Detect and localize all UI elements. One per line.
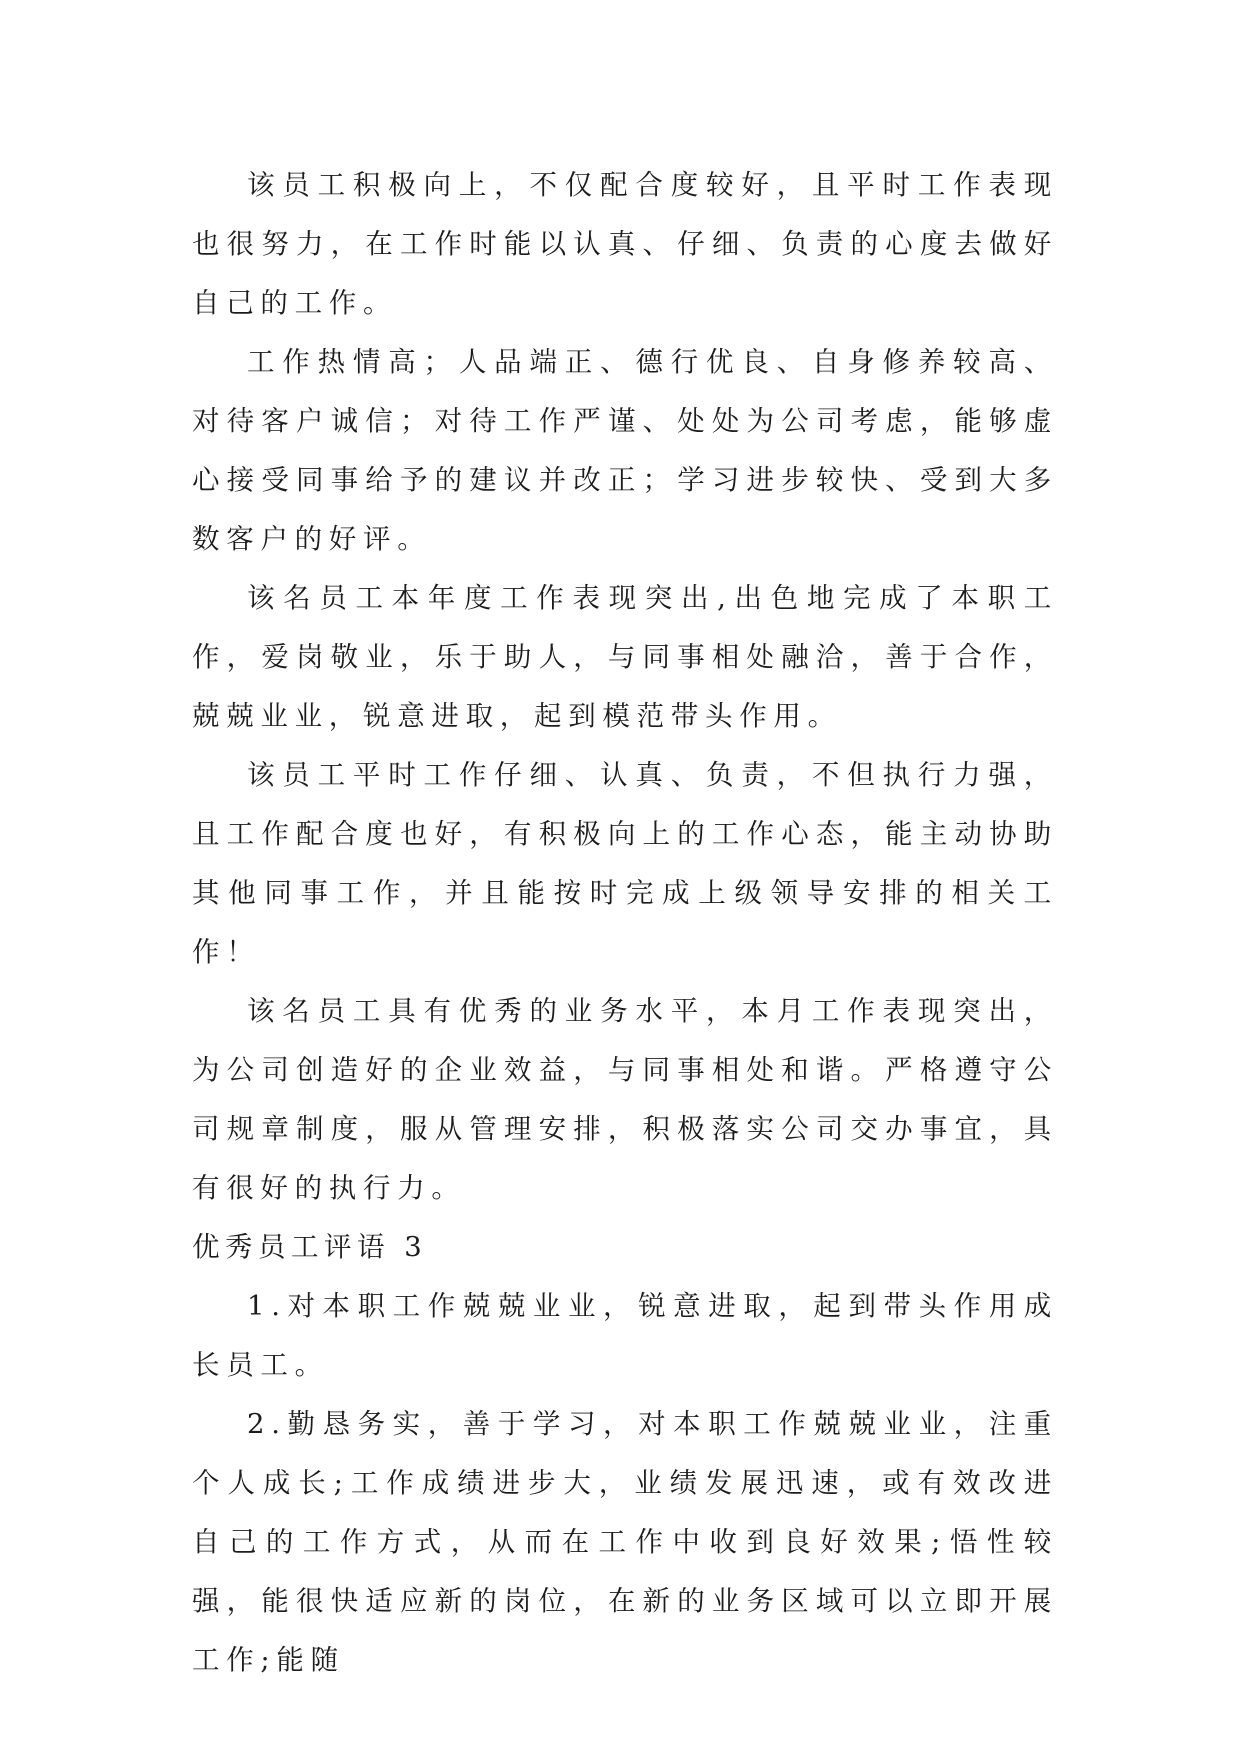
list-item-2: 2.勤恳务实，善于学习，对本职工作兢兢业业，注重个人成长;工作成绩进步大，业绩发展迅速，或有效改进自己的工作方式，从而在工作中收到良好效果;悟性较强，能很快适应新的岗位，在新的业务区域可以立即开展工作;能随 — [192, 1408, 1058, 1676]
paragraph-4: 该员工平时工作仔细、认真、负责，不但执行力强，且工作配合度也好，有积极向上的工作心态，能主动协助其他同事工作，并且能按时完成上级领导安排的相关工作！ — [192, 759, 1058, 968]
document-body — [192, 156, 1058, 1690]
section-heading: 优秀员工评语 3 — [192, 1231, 428, 1263]
paragraph-1: 该员工积极向上，不仅配合度较好，且平时工作表现也很努力，在工作时能以认真、仔细、负责的心度去做好自己的工作。 — [192, 169, 1058, 319]
list-item-1: 1.对本职工作兢兢业业，锐意进取，起到带头作用成长员工。 — [192, 1290, 1058, 1381]
paragraph-2: 工作热情高；人品端正、德行优良、自身修养较高、对待客户诚信；对待工作严谨、处处为公司考虑，能够虚心接受同事给予的建议并改正；学习进步较快、受到大多数客户的好评。 — [192, 346, 1058, 555]
paragraph-5: 该名员工具有优秀的业务水平，本月工作表现突出，为公司创造好的企业效益，与同事相处和谐。严格遵守公司规章制度，服从管理安排，积极落实公司交办事宜，具有很好的执行力。 — [192, 995, 1058, 1204]
paragraph-3: 该名员工本年度工作表现突出,出色地完成了本职工作，爱岗敬业，乐于助人，与同事相处融洽，善于合作，兢兢业业，锐意进取，起到模范带头作用。 — [192, 582, 1058, 732]
